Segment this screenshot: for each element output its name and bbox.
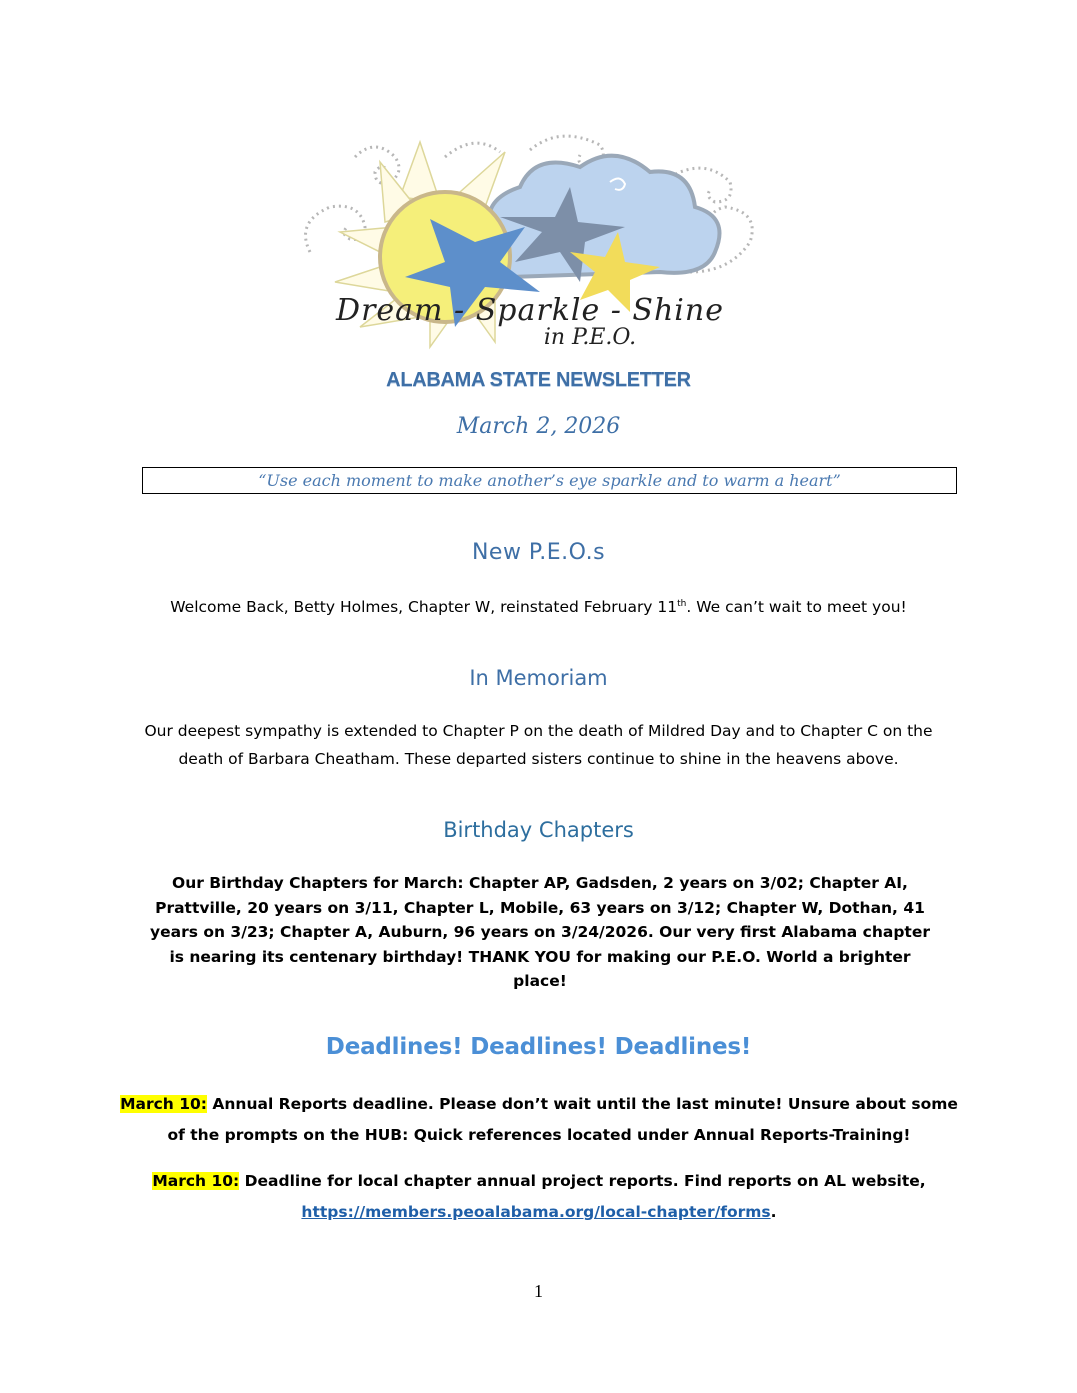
link-trailing-period: . bbox=[770, 1203, 777, 1221]
deadline-date-highlight: March 10: bbox=[152, 1172, 240, 1190]
birthday-text: Our Birthday Chapters for March: Chapter AP, Gadsden, 2 years on 3/02; Chapter AI, Prattville, 20 years on 3/11, Chapter L, Mobile, 63 years on 3/12; Chapter W, Dothan, 41 years on 3/23; Chapter A, Auburn, 96 years on 3/24/2026. Our very first Alabama chapter is nearing its centenary birthday! THANK YOU for making our P.E.O. World a brighter place! bbox=[150, 874, 930, 990]
deadline-text: Annual Reports deadline. Please don’t wait until the last minute! Unsure about some of the prompts on the HUB: Quick references located under Annual Reports-Training! bbox=[167, 1095, 958, 1144]
logo-artwork bbox=[280, 122, 780, 352]
deadline-text: Deadline for local chapter annual project reports. Find reports on AL website, bbox=[239, 1172, 926, 1190]
logo-line-1: Dream - Sparkle - Shine bbox=[336, 293, 724, 328]
newsletter-title: ALABAMA STATE NEWSLETTER bbox=[386, 369, 691, 391]
issue-date: March 2, 2026 bbox=[456, 414, 621, 439]
new-peos-text bbox=[130, 593, 947, 621]
heading-in-memoriam: In Memoriam bbox=[469, 666, 608, 690]
logo-line-2: in P.E.O. bbox=[543, 325, 637, 350]
heading-deadlines: Deadlines! Deadlines! Deadlines! bbox=[325, 1034, 752, 1060]
new-peos-text-main: Welcome Back, Betty Holmes, Chapter W, reinstated February 11 bbox=[170, 598, 678, 616]
quote-text: “Use each moment to make another’s eye sparkle and to warm a heart” bbox=[258, 471, 841, 490]
page-number: 1 bbox=[534, 1281, 543, 1301]
new-peos-text-end: . We can’t wait to meet you! bbox=[686, 598, 907, 616]
deadline-item bbox=[118, 1166, 960, 1228]
ordinal-suffix: th bbox=[677, 598, 687, 609]
heading-new-peos: New P.E.O.s bbox=[471, 540, 606, 565]
heading-birthday-chapters: Birthday Chapters bbox=[443, 818, 634, 842]
memoriam-text: Our deepest sympathy is extended to Chapter P on the death of Mildred Day and to Chapter C on the death of Barbara Cheatham. These departed sisters continue to shine in the heavens above. bbox=[144, 722, 933, 768]
deadline-date-highlight: March 10: bbox=[120, 1095, 207, 1113]
newsletter-logo bbox=[280, 122, 780, 352]
forms-link[interactable]: https://members.peoalabama.org/local-chapter/forms bbox=[301, 1203, 771, 1221]
quote-box bbox=[142, 467, 957, 494]
deadline-item bbox=[118, 1089, 960, 1151]
